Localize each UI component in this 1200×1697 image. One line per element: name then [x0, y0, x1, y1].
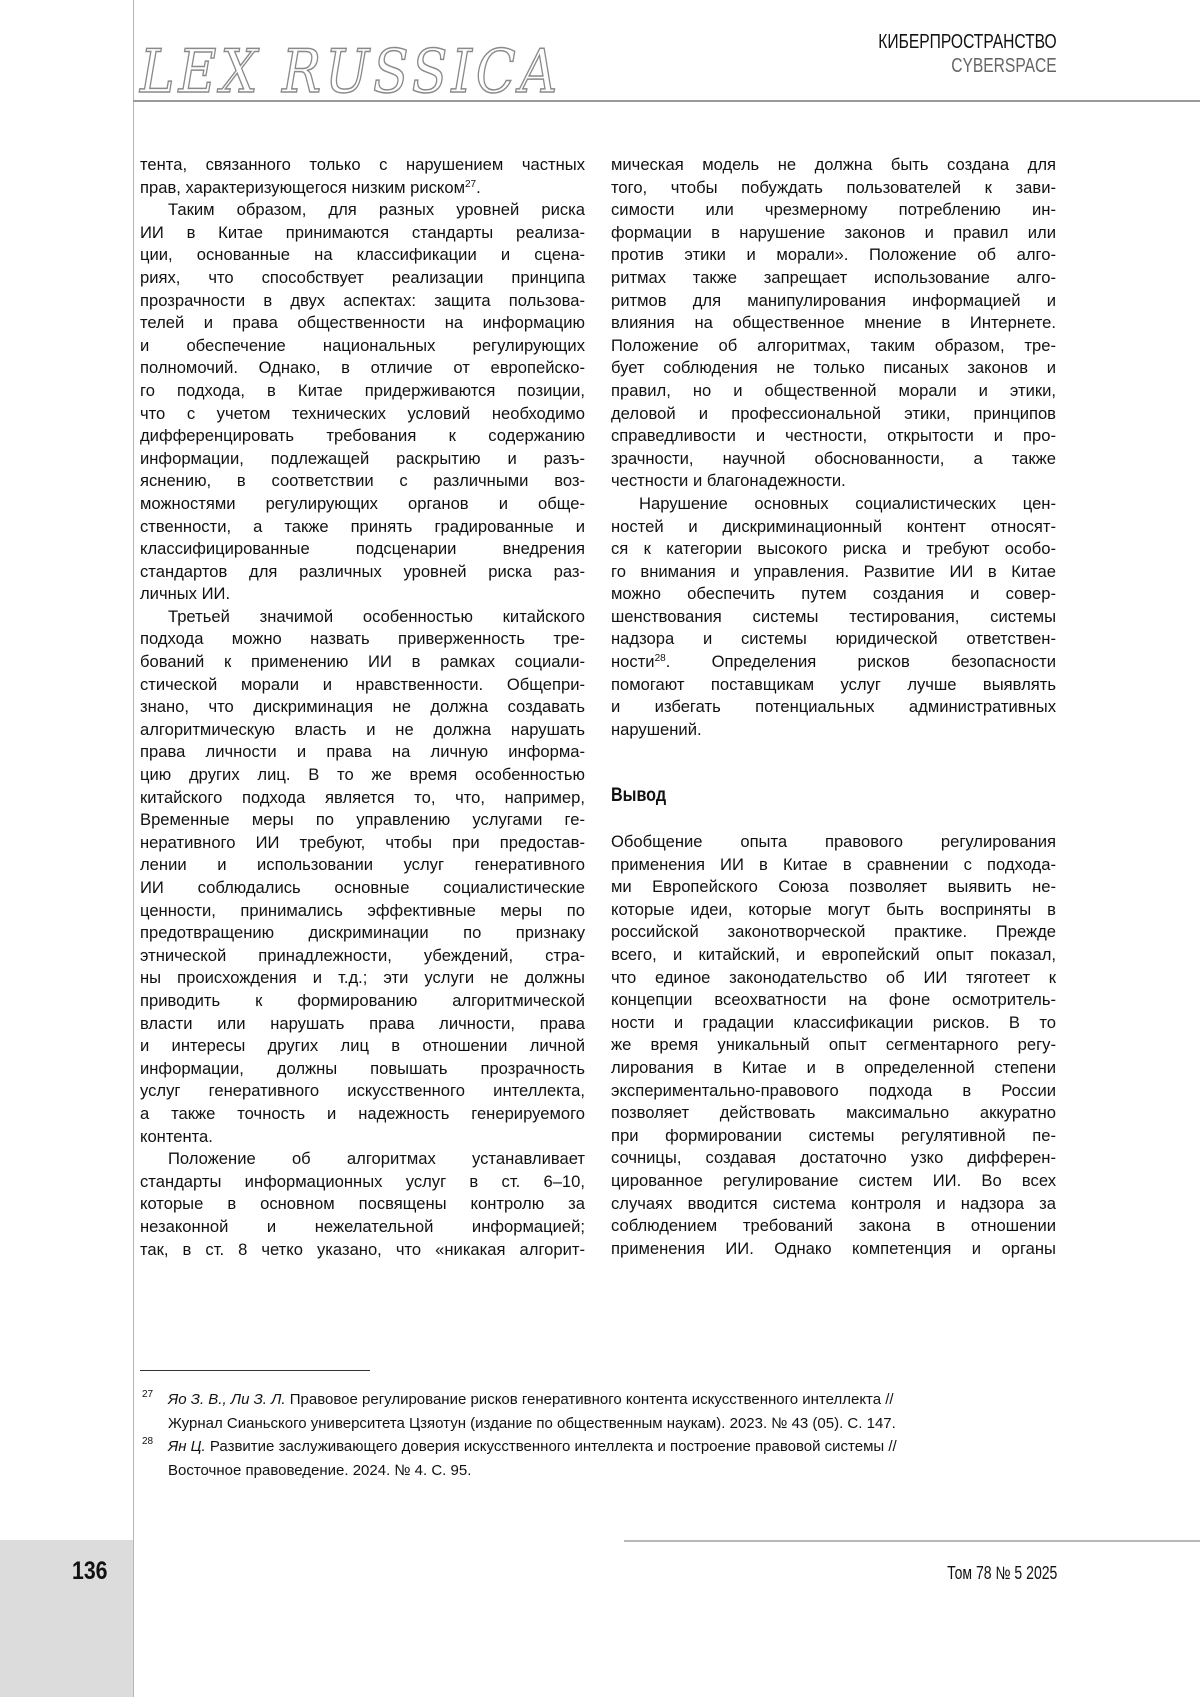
text-line: концепции всеохватности на фоне осмотритель-: [611, 989, 1056, 1012]
text-line: Таким образом, для разных уровней риска: [140, 199, 585, 222]
margin-rule: [133, 0, 134, 1697]
footnote-authors: Ян Ц.: [168, 1438, 206, 1455]
footnote-number: 27: [142, 1383, 153, 1407]
text-line: лении и использовании услуг генеративного: [140, 854, 585, 877]
text-line: и обеспечение национальных регулирующих: [140, 335, 585, 358]
footnote-ref: 27: [465, 179, 476, 190]
section-title-ru: КИБЕРПРОСТРАНСТВО: [879, 30, 1057, 54]
paragraph: [140, 1148, 585, 1261]
text-line: справедливости и честности, открытости и про-: [611, 425, 1056, 448]
text-line: ми Европейского Союза позволяет выявить не-: [611, 876, 1056, 899]
text-line: ности и градации классификации рисков. В то: [611, 1012, 1056, 1035]
text-line: которые в основном посвящены контролю за: [140, 1193, 585, 1216]
text-line: Третьей значимой особенностью китайского: [140, 606, 585, 629]
text-line: против этики и морали». Положение об алго-: [611, 244, 1056, 267]
text-line: нарушений.: [611, 719, 1056, 742]
text-line: этнической принадлежности, убеждений, стра-: [140, 945, 585, 968]
footnote-text: Правовое регулирование рисков генеративного контента искусственного интеллекта //: [290, 1391, 894, 1408]
text-line: знано, что дискриминация не должна создавать: [140, 696, 585, 719]
text-line: деловой и профессиональной этики, принципов: [611, 403, 1056, 426]
text-line: [140, 177, 585, 200]
line-text: прав, характеризующегося низким риском: [140, 178, 465, 197]
page-number: 136: [72, 1557, 107, 1586]
text-line: формации в нарушение законов и правил или: [611, 222, 1056, 245]
text-line: услуг генеративного искусственного интеллекта,: [140, 1080, 585, 1103]
text-line: того, чтобы побуждать пользователей к зави-: [611, 177, 1056, 200]
text-line: применения ИИ в Китае в сравнении с подхода-: [611, 854, 1056, 877]
section-title: [879, 30, 1057, 78]
text-line: симости или чрезмерному потреблению ин-: [611, 199, 1056, 222]
text-line: права личности и права на личную информа-: [140, 741, 585, 764]
text-line: и интересы других лиц в отношении личной: [140, 1035, 585, 1058]
text-line: алгоритмическую власть и не должна нарушать: [140, 719, 585, 742]
text-line: приводить к формированию алгоритмической: [140, 990, 585, 1013]
text-line: информации, подлежащей раскрытию и разъ-: [140, 448, 585, 471]
text-line: [611, 651, 1056, 674]
text-line: можно обеспечить путем создания и совер-: [611, 583, 1056, 606]
footnote-line: [168, 1435, 1060, 1459]
text-line: помогают поставщикам услуг лучше выявлять: [611, 674, 1056, 697]
footnote: [140, 1388, 1060, 1435]
text-line: полномочий. Однако, в отличие от европейско-: [140, 357, 585, 380]
text-line: соблюдением требований закона в отношении: [611, 1215, 1056, 1238]
text-line: а также точность и надежность генерируемого: [140, 1103, 585, 1126]
text-line: подхода можно назвать приверженность тре-: [140, 628, 585, 651]
section-heading: Вывод: [611, 785, 989, 808]
footnotes: [140, 1388, 1060, 1482]
left-column: [140, 154, 585, 1261]
text-line: Положение об алгоритмах устанавливает: [140, 1148, 585, 1171]
text-line: незаконной и нежелательной информацией;: [140, 1216, 585, 1239]
page-number-band: [0, 1540, 133, 1697]
text-line: так, в ст. 8 четко указано, что «никакая алгорит-: [140, 1239, 585, 1262]
text-line: можностями регулирующих органов и обще-: [140, 493, 585, 516]
text-line: тента, связанного только с нарушением частных: [140, 154, 585, 177]
text-line: которые идеи, которые могут быть восприняты в: [611, 899, 1056, 922]
text-line: ны происхождения и т.д.; эти услуги не должны: [140, 967, 585, 990]
text-line: лирования в Китае и в определенной степени: [611, 1057, 1056, 1080]
text-line: власти или нарушать права личности, права: [140, 1013, 585, 1036]
text-line: яснению, в соответствии с различными воз-: [140, 470, 585, 493]
text-line: ценности, принимались эффективные меры по: [140, 900, 585, 923]
text-line: ственности, а также принять градированные и: [140, 516, 585, 539]
text-line: ностей и дискриминационный контент относят-: [611, 516, 1056, 539]
footnote-authors: Яо З. В., Ли З. Л.: [168, 1391, 286, 1408]
text-line: стической морали и нравственности. Общепри-: [140, 674, 585, 697]
footnote: [140, 1435, 1060, 1482]
text-line: Обобщение опыта правового регулирования: [611, 831, 1056, 854]
text-line: и избегать потенциальных административных: [611, 696, 1056, 719]
text-line: телей и права общественности на информацию: [140, 312, 585, 335]
text-line: при формировании системы регулятивной пе-: [611, 1125, 1056, 1148]
text-line: влияния на общественное мнение в Интернете.: [611, 312, 1056, 335]
text-line: стандарты информационных услуг в ст. 6–10,: [140, 1171, 585, 1194]
text-line: предотвращению дискриминации по признаку: [140, 922, 585, 945]
text-line: го внимания и управления. Развитие ИИ в Китае: [611, 561, 1056, 584]
text-line: го подхода, в Китае придерживаются позиции,: [140, 380, 585, 403]
paragraph: [140, 154, 585, 199]
text-line: цию других лиц. В то же время особенностью: [140, 764, 585, 787]
text-line: российской законотворческой практике. Прежде: [611, 921, 1056, 944]
issue-info: Том 78 № 5 2025: [947, 1563, 1057, 1584]
text-line: мическая модель не должна быть создана для: [611, 154, 1056, 177]
text-line: правил, но и общественной морали и этики,: [611, 380, 1056, 403]
text-line: Положение об алгоритмах, таким образом, тре-: [611, 335, 1056, 358]
text-line: ся к категории высокого риска и требуют особо-: [611, 538, 1056, 561]
text-line: что единое законодательство об ИИ тяготеет к: [611, 967, 1056, 990]
text-line: позволяет действовать максимально аккуратно: [611, 1102, 1056, 1125]
footnote-text: Развитие заслуживающего доверия искусственного интеллекта и построение правовой системы //: [210, 1438, 897, 1455]
text-line: ритмах также запрещает использование алго-: [611, 267, 1056, 290]
section-title-en: CYBERSPACE: [879, 54, 1057, 78]
text-line: ИИ соблюдались основные социалистические: [140, 877, 585, 900]
footnote-line: [168, 1412, 1060, 1436]
line-text: . Определения рисков безопасности: [666, 652, 1056, 671]
text-line: ции, основанные на классификации и сцена-: [140, 244, 585, 267]
text-line: стандартов для различных уровней риска раз-: [140, 561, 585, 584]
text-line: Нарушение основных социалистических цен-: [611, 493, 1056, 516]
text-line: что с учетом технических условий необходимо: [140, 403, 585, 426]
footnote-text: Восточное правоведение. 2024. № 4. С. 95.: [168, 1462, 471, 1479]
text-line: случаях вводится система контроля и надзора за: [611, 1193, 1056, 1216]
text-line: надзора и системы юридической ответствен-: [611, 628, 1056, 651]
text-line: цированное регулирование систем ИИ. Во всех: [611, 1170, 1056, 1193]
text-line: всего, и китайский, и европейский опыт показал,: [611, 944, 1056, 967]
text-line: экспериментально-правового подхода в России: [611, 1080, 1056, 1103]
text-line: же время уникальный опыт сегментарного регу-: [611, 1034, 1056, 1057]
paragraph: [140, 199, 585, 606]
footnote-rule: [140, 1370, 370, 1371]
paragraph: [611, 154, 1056, 493]
text-line: личных ИИ.: [140, 583, 585, 606]
text-line: шенствования системы тестирования, системы: [611, 606, 1056, 629]
text-line: китайского подхода является то, что, например,: [140, 787, 585, 810]
text-line: неративного ИИ требуют, чтобы при предостав-: [140, 832, 585, 855]
text-line: информации, должны повышать прозрачность: [140, 1058, 585, 1081]
paragraph: [611, 493, 1056, 742]
text-line: применения ИИ. Однако компетенция и органы: [611, 1238, 1056, 1261]
right-column: [611, 154, 1056, 1260]
line-text: ности: [611, 652, 655, 671]
journal-logo: LEX RUSSICA: [140, 38, 561, 107]
text-line: зрачности, научной обоснованности, а также: [611, 448, 1056, 471]
footnote-text: Журнал Сианьского университета Цзяотун (издание по общественным наукам). 2023. № 43 (05). С. 147.: [168, 1415, 896, 1432]
text-line: риях, что способствует реализации принципа: [140, 267, 585, 290]
footer-rule: [624, 1540, 1200, 1542]
line-text: .: [476, 178, 481, 197]
text-line: классифицированные подсценарии внедрения: [140, 538, 585, 561]
footnote-number: 28: [142, 1430, 153, 1454]
text-line: дифференцировать требования к содержанию: [140, 425, 585, 448]
paragraph: [611, 831, 1056, 1260]
text-line: бует соблюдения не только писаных законов и: [611, 357, 1056, 380]
text-line: бований к применению ИИ в рамках социали-: [140, 651, 585, 674]
text-line: контента.: [140, 1126, 585, 1149]
text-line: Временные меры по управлению услугами ге-: [140, 809, 585, 832]
text-line: ИИ в Китае принимаются стандарты реализа-: [140, 222, 585, 245]
footnote-line: [168, 1459, 1060, 1483]
footnote-ref: 28: [655, 653, 666, 664]
text-line: сочницы, создавая достаточно узко дифферен-: [611, 1147, 1056, 1170]
text-line: ритмов для манипулирования информацией и: [611, 290, 1056, 313]
footnote-line: [168, 1388, 1060, 1412]
text-line: честности и благонадежности.: [611, 470, 1056, 493]
text-line: прозрачности в двух аспектах: защита пользова-: [140, 290, 585, 313]
paragraph: [140, 606, 585, 1148]
